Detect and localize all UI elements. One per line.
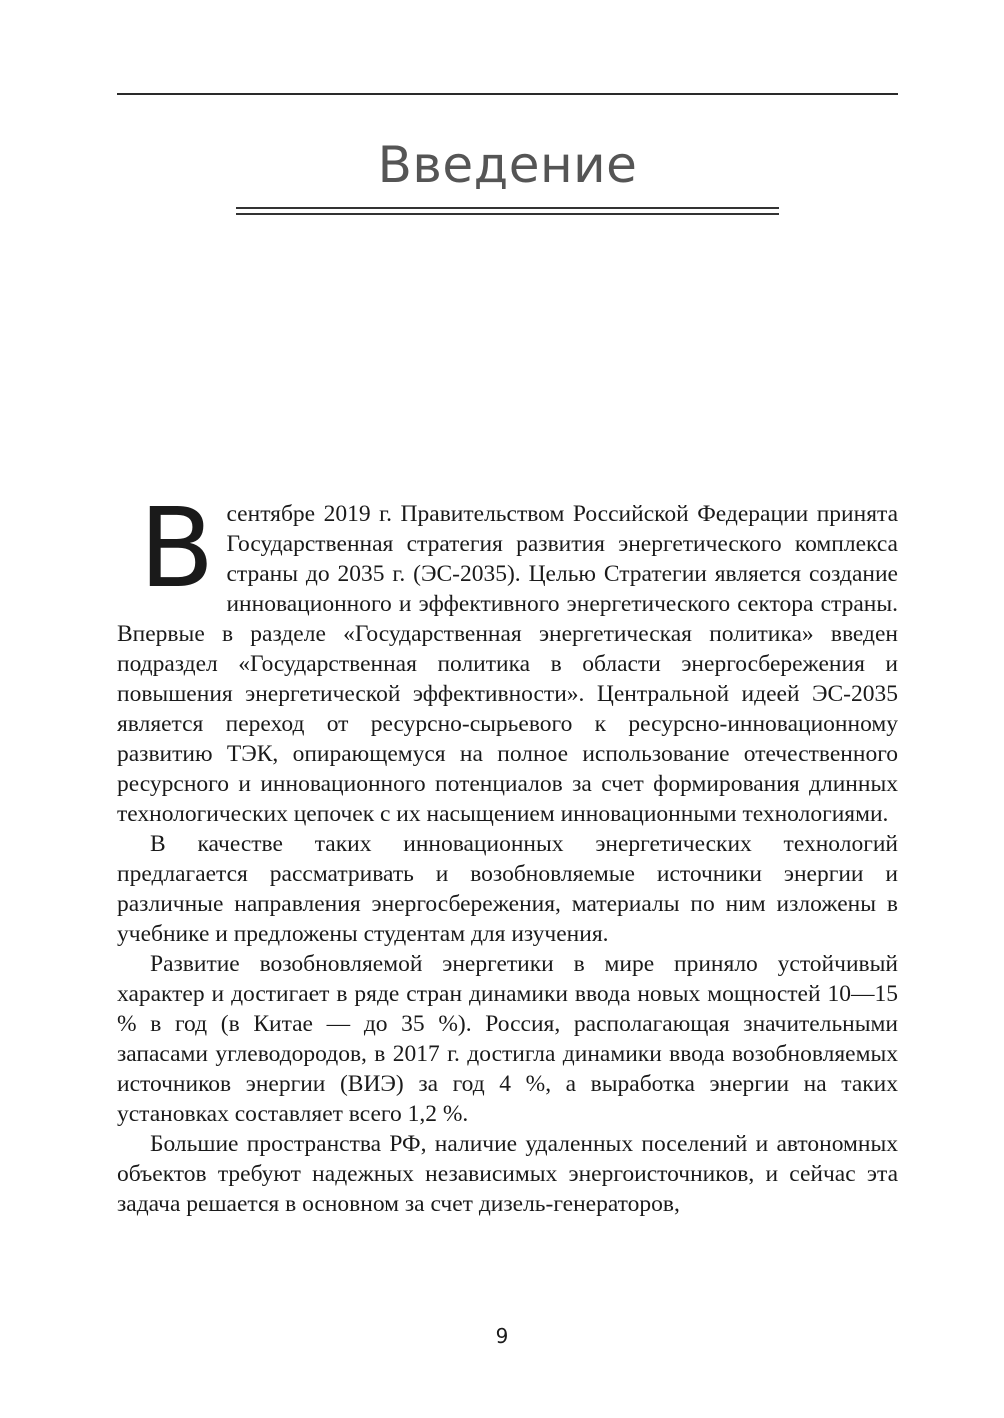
paragraph-4: Большие пространства РФ, наличие удаленных поселений и автономных объектов требуют надежных независимых энергоисточников, и сейчас эта задача решается в основном за счет дизель-генераторов, (117, 1131, 898, 1217)
title-underline-lower (236, 213, 779, 215)
chapter-title: Введение (377, 136, 638, 194)
paragraph-2: В качестве таких инновационных энергетических технологий предлагается рассматривать и возобновляемые источники энергии и различные направления энергосбережения, материалы по ним изложены в учебнике и предложены студентам для изучения. (117, 831, 898, 947)
paragraph-3: Развитие возобновляемой энергетики в мире приняло устойчивый характер и достигает в ряде стран динамики ввода новых мощностей 10—15 % в год (в Китае — до 35 %). Россия, располагающая значительными запасами углеводородов, в 2017 г. достигла динамики ввода возобновляемых источников энергии (ВИЭ) за год 4 %, а выработка энергии на таких установках составляет всего 1,2 %. (117, 951, 898, 1127)
paragraph-1 (117, 484, 898, 829)
title-underline-upper (236, 207, 779, 209)
top-rule (117, 93, 898, 95)
drop-cap: В (139, 484, 215, 612)
paragraph-1-text: сентябре 2019 г. Правительством Российской Федерации принята Государственная стратегия развития энергетического комплекса страны до 2035 г. (ЭС-2035). Целью Стратегии является создание инновационного и эффективного энергетического сектора страны. Впервые в разделе «Государственная энергетическая политика» введен подраздел «Государственная политика в области энергосбережения и повышения энергетической эффективности». Центральной идеей ЭС-2035 является переход от ресурсно-сырьевого к ресурсно-инновационному развитию ТЭК, опирающемуся на полное использование отечественного ресурсного и инновационного потенциалов за счет формирования длинных технологических цепочек с их насыщением инновационными технологиями. (117, 501, 898, 827)
page-number: 9 (495, 1324, 509, 1348)
body-text (117, 484, 898, 1219)
